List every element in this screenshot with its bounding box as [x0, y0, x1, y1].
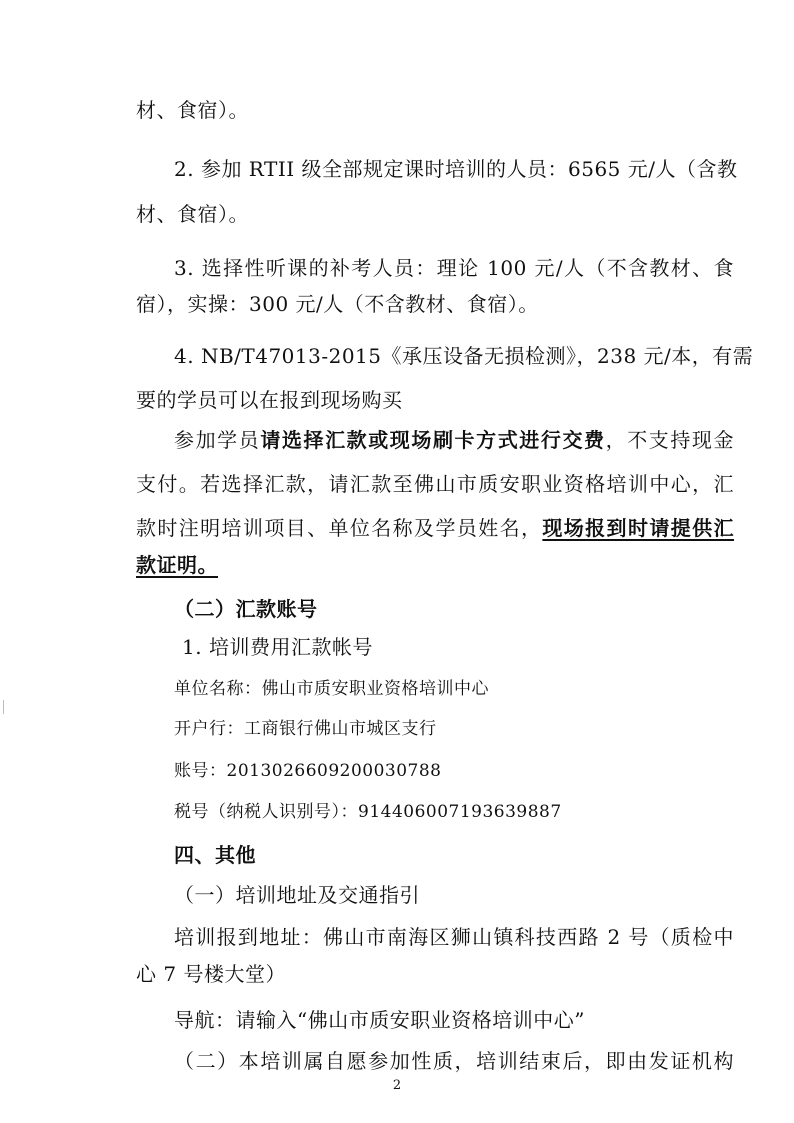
page-number: 2 [392, 1078, 402, 1093]
payment-remark-note: 款时注明培训项目、单位名称及学员姓名， [136, 516, 543, 540]
training-address-heading: （一）培训地址及交通指引 [174, 883, 420, 907]
paragraph-fee-2-line-2: 材、食宿）。 [136, 202, 249, 226]
training-address-line-1: 培训报到地址：佛山市南海区狮山镇科技西路 2 号（质检中 [174, 925, 734, 949]
remittance-item-1: 1. 培训费用汇款帐号 [182, 635, 373, 659]
paragraph-fee-2-line-1: 2. 参加 RTII 级全部规定课时培训的人员：6565 元/人（含教 [174, 157, 738, 181]
paragraph-fee-3-line-1: 3. 选择性听课的补考人员：理论 100 元/人（不含教材、食 [174, 256, 734, 280]
payment-method-emphasis: 请选择汇款或现场刷卡方式进行交费 [260, 428, 606, 452]
tax-id-number: 税号（纳税人识别号）：914406007193639887 [174, 802, 562, 822]
section-other-heading: 四、其他 [174, 843, 256, 867]
payment-paragraph-line-1 [174, 428, 734, 452]
paragraph-fee-3-line-2: 宿），实操：300 元/人（不含教材、食宿）。 [136, 292, 539, 316]
remittance-heading: （二）汇款账号 [174, 597, 318, 621]
payment-proof-emphasis-end: 款证明。 [136, 553, 218, 577]
bank-account-number: 账号：2013026609200030788 [174, 761, 442, 781]
paragraph-fee-4-line-2: 要的学员可以在报到现场购买 [136, 388, 403, 412]
paragraph-fee-1-continuation: 材、食宿）。 [136, 98, 249, 122]
payment-no-cash: ，不支持现金 [605, 428, 735, 452]
payment-intro: 参加学员 [174, 428, 261, 452]
navigation-instruction: 导航：请输入“佛山市质安职业资格培训中心” [174, 1008, 585, 1032]
payment-paragraph-line-2: 支付。若选择汇款，请汇款至佛山市质安职业资格培训中心，汇 [136, 472, 734, 496]
payment-proof-emphasis: 现场报到时请提供汇 [542, 516, 735, 540]
voluntary-training-paragraph: （二）本培训属自愿参加性质，培训结束后，即由发证机构 [174, 1049, 734, 1073]
paragraph-fee-4-line-1: 4. NB/T47013-2015《承压设备无损检测》，238 元/本，有需 [174, 344, 754, 368]
bank-branch: 开户行：工商银行佛山市城区支行 [174, 719, 437, 739]
scan-edge-mark [3, 700, 4, 714]
bank-unit-name: 单位名称：佛山市质安职业资格培训中心 [174, 679, 489, 699]
training-address-line-2: 心 7 号楼大堂） [136, 962, 286, 986]
payment-paragraph-line-3 [136, 516, 734, 540]
